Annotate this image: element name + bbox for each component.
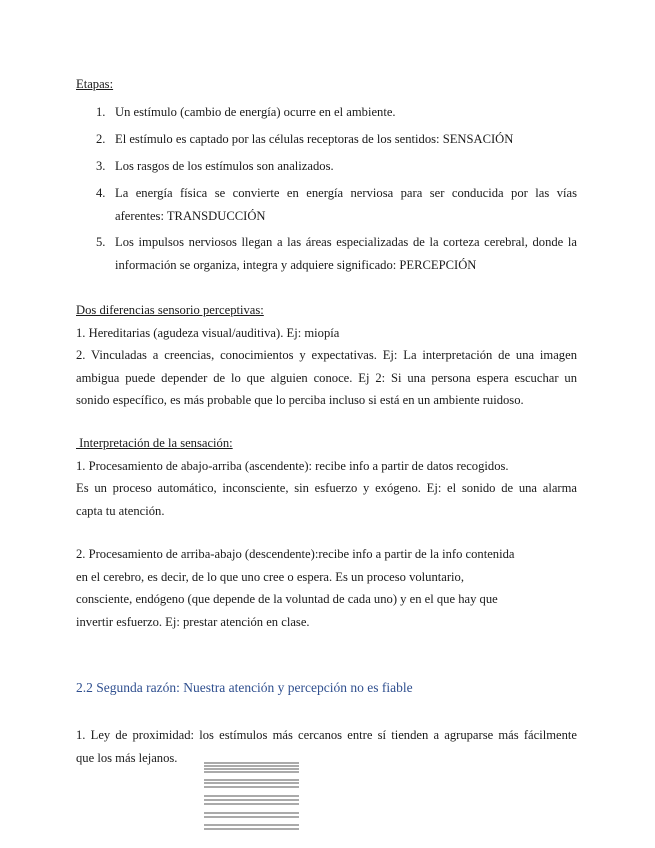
diferencias-section bbox=[76, 299, 577, 412]
list-item-text: Los rasgos de los estímulos son analizados. bbox=[115, 159, 334, 173]
list-item-text: El estímulo es captado por las células receptoras de los sentidos: SENSACIÓN bbox=[115, 132, 514, 146]
list-item-number: 4. bbox=[96, 186, 106, 200]
list-item-number: 1. bbox=[96, 105, 106, 119]
list-item-text: información se organiza, integra y adquiere significado: PERCEPCIÓN bbox=[115, 257, 477, 272]
paragraph-line: Es un proceso automático, inconsciente, sin esfuerzo y exógeno. Ej: el sonido de una alarma bbox=[76, 481, 577, 495]
list-item-text: La energía física se convierte en energía nerviosa para ser conducida por las vías bbox=[115, 186, 577, 200]
list-item bbox=[76, 155, 577, 182]
line-group bbox=[204, 796, 299, 804]
line-group bbox=[204, 825, 299, 829]
list-item-number: 2. bbox=[96, 132, 106, 146]
list-item-number: 3. bbox=[96, 159, 106, 173]
paragraph-line: 1. Hereditarias (agudeza visual/auditiva). Ej: miopía bbox=[76, 325, 340, 340]
etapas-heading: Etapas: bbox=[76, 77, 114, 91]
section-heading: 2.2 Segunda razón: Nuestra atención y percepción no es fiable bbox=[76, 680, 413, 695]
list-item bbox=[76, 231, 577, 280]
paragraph-line: consciente, endógeno (que depende de la voluntad de cada uno) y en el que hay que bbox=[76, 592, 498, 606]
list-item bbox=[76, 128, 577, 155]
interpretacion-section bbox=[76, 432, 577, 522]
list-item bbox=[76, 182, 577, 231]
line-group bbox=[204, 813, 299, 817]
paragraph-line: en el cerebro, es decir, de lo que uno cree o espera. Es un proceso voluntario, bbox=[76, 569, 464, 584]
paragraph-line: ambigua puede depender de lo que alguien conoce. Ej 2: Si una persona espera escuchar un bbox=[76, 370, 577, 385]
proximity-lines-figure bbox=[204, 760, 299, 832]
list-item-number: 5. bbox=[96, 235, 106, 249]
paragraph-line: 1. Ley de proximidad: los estímulos más cercanos entre sí tienden a agruparse más fácilmente bbox=[76, 728, 577, 742]
etapas-section bbox=[76, 73, 577, 96]
paragraph-line: sonido específico, es más probable que lo perciba incluso si está en un ambiente ruidoso. bbox=[76, 393, 524, 407]
list-item-text: Un estímulo (cambio de energía) ocurre en el ambiente. bbox=[115, 105, 396, 119]
interpretacion-para2 bbox=[76, 543, 577, 633]
diferencias-heading: Dos diferencias sensorio perceptivas: bbox=[76, 303, 264, 317]
line-group bbox=[204, 763, 299, 772]
paragraph-line: que los más lejanos. bbox=[76, 750, 178, 765]
paragraph-line: 2. Procesamiento de arriba-abajo (descendente):recibe info a partir de la info contenida bbox=[76, 547, 515, 561]
paragraph-line: 2. Vinculadas a creencias, conocimientos y expectativas. Ej: La interpretación de una imagen bbox=[76, 348, 577, 362]
list-item-text: aferentes: TRANSDUCCIÓN bbox=[115, 208, 266, 223]
paragraph-line: capta tu atención. bbox=[76, 503, 165, 518]
section-2-2 bbox=[76, 677, 577, 700]
paragraph-line: invertir esfuerzo. Ej: prestar atención en clase. bbox=[76, 614, 310, 629]
interpretacion-heading: Interpretación de la sensación: bbox=[76, 436, 233, 450]
list-item bbox=[76, 101, 577, 128]
list-item-text: Los impulsos nerviosos llegan a las áreas especializadas de la corteza cerebral, donde la bbox=[115, 235, 577, 249]
proximidad-section bbox=[76, 724, 577, 769]
paragraph-line: 1. Procesamiento de abajo-arriba (ascendente): recibe info a partir de datos recogidos. bbox=[76, 458, 509, 473]
etapas-list bbox=[76, 101, 577, 280]
line-group bbox=[204, 780, 299, 787]
